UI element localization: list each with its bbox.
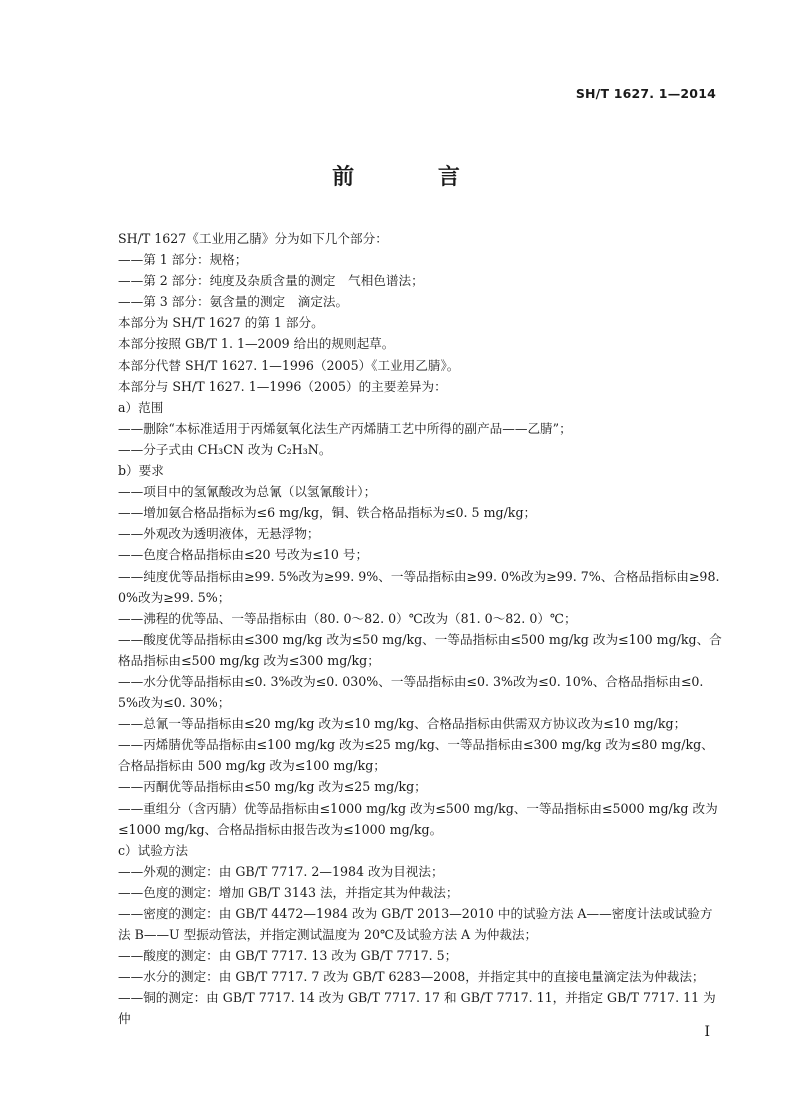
paragraph: SH/T 1627《工业用乙腈》分为如下几个部分： <box>118 231 388 246</box>
paragraph: 本部分为 SH/T 1627 的第 1 部分。 <box>118 315 324 331</box>
list-item: ——酸度的测定：由 GB/T 7717. 13 改为 GB/T 7717. 5； <box>118 948 458 964</box>
list-item: ——沸程的优等品、一等品指标由（80. 0～82. 0）℃改为（81. 0～82. 0）℃； <box>118 610 577 626</box>
section-heading: c）试验方法 <box>118 842 189 858</box>
list-item: ——第 2 部分：纯度及杂质含量的测定 气相色谱法； <box>118 273 424 289</box>
list-item: ——丙酮优等品指标由≤50 mg/kg 改为≤25 mg/kg； <box>118 779 427 795</box>
list-item: ——项目中的氢氰酸改为总氰（以氢氰酸计）； <box>118 484 377 500</box>
page-title: 前 言 <box>332 165 498 190</box>
list-item: ——第 3 部分：氨含量的测定 滴定法。 <box>118 294 349 310</box>
section-heading: a）范围 <box>118 399 164 415</box>
list-item: ——增加氨合格品指标为≤6 mg/kg，铜、铁合格品指标为≤0. 5 mg/kg； <box>118 505 537 521</box>
list-item: ——分子式由 CH₃CN 改为 C₂H₃N。 <box>118 441 332 457</box>
list-item: ——第 1 部分：规格； <box>118 252 248 268</box>
foreword-body <box>118 228 722 1030</box>
list-item: ——水分的测定：由 GB/T 7717. 7 改为 GB/T 6283—2008，并指定其中的直接电量滴定法为仲裁法； <box>118 969 705 985</box>
list-item: ——色度合格品指标由≤20 号改为≤10 号； <box>118 547 369 563</box>
paragraph: 本部分与 SH/T 1627. 1—1996（2005）的主要差异为： <box>118 378 447 394</box>
list-item: ——酸度优等品指标由≤300 mg/kg 改为≤50 mg/kg、一等品指标由≤500 mg/kg 改为≤100 mg/kg、合格品指标由≤500 mg/kg 改为≤300 mg/kg； <box>118 631 722 668</box>
standard-code: SH/T 1627. 1—2014 <box>575 86 716 101</box>
list-item: ——总氰一等品指标由≤20 mg/kg 改为≤10 mg/kg、合格品指标由供需双方协议改为≤10 mg/kg； <box>118 716 687 732</box>
list-item: ——外观改为透明液体，无悬浮物； <box>118 526 320 542</box>
list-item: ——外观的测定：由 GB/T 7717. 2—1984 改为目视法； <box>118 863 444 879</box>
list-item: ——色度的测定：增加 GB/T 3143 法，并指定其为仲裁法； <box>118 884 459 900</box>
list-item: ——纯度优等品指标由≥99. 5%改为≥99. 9%、一等品指标由≥99. 0%改为≥99. 7%、合格品指标由≥98. 0%改为≥99. 5%； <box>118 568 720 605</box>
list-item: ——铜的测定：由 GB/T 7717. 14 改为 GB/T 7717. 17 和 GB/T 7717. 11，并指定 GB/T 7717. 11 为仲 <box>118 990 716 1027</box>
paragraph: 本部分代替 SH/T 1627. 1—1996（2005）《工业用乙腈》。 <box>118 357 460 373</box>
page-number: I <box>704 1024 710 1040</box>
list-item: ——重组分（含丙腈）优等品指标由≤1000 mg/kg 改为≤500 mg/kg、一等品指标由≤5000 mg/kg 改为≤1000 mg/kg、合格品指标由报告改为≤1000 mg/kg。 <box>118 800 718 837</box>
list-item: ——丙烯腈优等品指标由≤100 mg/kg 改为≤25 mg/kg、一等品指标由≤300 mg/kg 改为≤80 mg/kg、合格品指标由 500 mg/kg 改为≤100 mg/kg； <box>118 737 714 774</box>
paragraph: 本部分按照 GB/T 1. 1—2009 给出的规则起草。 <box>118 336 395 352</box>
list-item: ——密度的测定：由 GB/T 4472—1984 改为 GB/T 2013—2010 中的试验方法 A——密度计法或试验方法 B——U 型振动管法，并指定测试温度为 20℃及试验方法 A 为仲裁法； <box>118 906 713 943</box>
list-item: ——删除“本标准适用于丙烯氨氧化法生产丙烯腈工艺中所得的副产品——乙腈”； <box>118 420 572 436</box>
section-heading: b）要求 <box>118 463 164 479</box>
list-item: ——水分优等品指标由≤0. 3%改为≤0. 030%、一等品指标由≤0. 3%改为≤0. 10%、合格品指标由≤0. 5%改为≤0. 30%； <box>118 673 704 711</box>
